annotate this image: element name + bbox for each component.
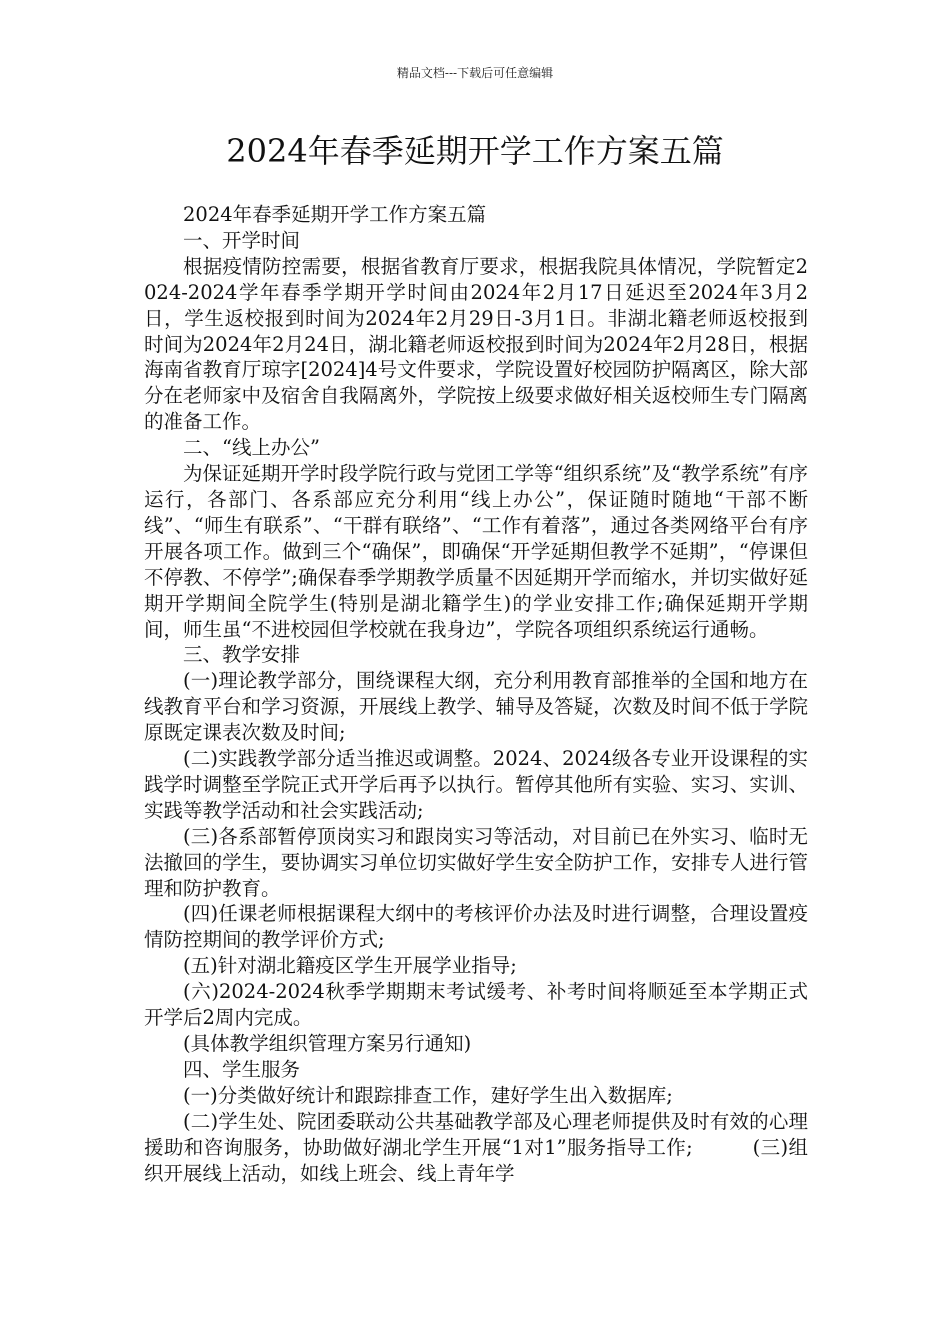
paragraph: (六)2024-2024秋季学期期末考试缓考、补考时间将顺延至本学期正式开学后2周内完成。 [144, 980, 808, 1030]
paragraph: (五)针对湖北籍疫区学生开展学业指导; [183, 954, 517, 978]
paragraph: (二)学生处、院团委联动公共基础教学部及心理老师提供及时有效的心理援助和咨询服务，协助做好湖北学生开展“1对1”服务指导工作; (三)组织开展线上活动，如线上班会、线上青年学 [144, 1109, 808, 1185]
section-heading: 四、学生服务 [183, 1057, 301, 1081]
paragraph: (具体教学组织管理方案另行通知) [183, 1032, 472, 1055]
paragraph: (一)分类做好统计和跟踪排查工作，建好学生出入数据库; [183, 1083, 673, 1107]
document-title: 2024年春季延期开学工作方案五篇 [226, 132, 724, 170]
paragraph: (二)实践教学部分适当推迟或调整。2024、2024级各专业开设课程的实践学时调整至学院正式开学后再予以执行。暂停其他所有实验、实习、实训、实践等教学活动和社会实践活动; [144, 747, 808, 822]
section-heading: 三、教学安排 [183, 643, 301, 667]
document-body [144, 202, 808, 1186]
paragraph: 2024年春季延期开学工作方案五篇 [183, 203, 487, 226]
paragraph: 根据疫情防控需要，根据省教育厅要求，根据我院具体情况，学院暂定2024-2024学年春季学期开学时间由2024年2月17日延迟至2024年3月2日，学生返校报到时间为2024年2月29日-3月1日。非湖北籍老师返校报到时间为2024年2月24日，湖北籍老师返校报到时间为2024年2月28日，根据海南省教育厅琼字[2024]4号文件要求，学院设置好校园防护隔离区，除大部分在老师家中及宿舍自我隔离外，学院按上级要求做好相关返校师生专门隔离的准备工作。 [144, 254, 808, 434]
page-header: 精品文档---下载后可任意编辑 [396, 66, 554, 80]
paragraph: (三)各系部暂停顶岗实习和跟岗实习等活动，对目前已在外实习、临时无法撤回的学生，要协调实习单位切实做好学生安全防护工作，安排专人进行管理和防护教育。 [144, 824, 808, 900]
paragraph: (一)理论教学部分，围绕课程大纲，充分利用教育部推举的全国和地方在线教育平台和学习资源，开展线上教学、辅导及答疑，次数及时间不低于学院原既定课表次数及时间; [144, 669, 808, 745]
section-heading: 二、“线上办公” [183, 436, 320, 460]
section-heading: 一、开学时间 [183, 228, 301, 252]
paragraph: (四)任课老师根据课程大纲中的考核评价办法及时进行调整，合理设置疫情防控期间的教学评价方式; [144, 902, 808, 952]
paragraph: 为保证延期开学时段学院行政与党团工学等“组织系统”及“教学系统”有序运行，各部门、各系部应充分利用“线上办公”，保证随时随地“干部不断线”、“师生有联系”、“干群有联络”、“工作有着落”，通过各类网络平台有序开展各项工作。做到三个“确保”，即确保“开学延期但教学不延期”，“停课但不停教、不停学”;确保春季学期教学质量不因延期开学而缩水，并切实做好延期开学期间全院学生(特别是湖北籍学生)的学业安排工作;确保延期开学期间，师生虽“不进校园但学校就在我身边”，学院各项组织系统运行通畅。 [144, 462, 808, 641]
